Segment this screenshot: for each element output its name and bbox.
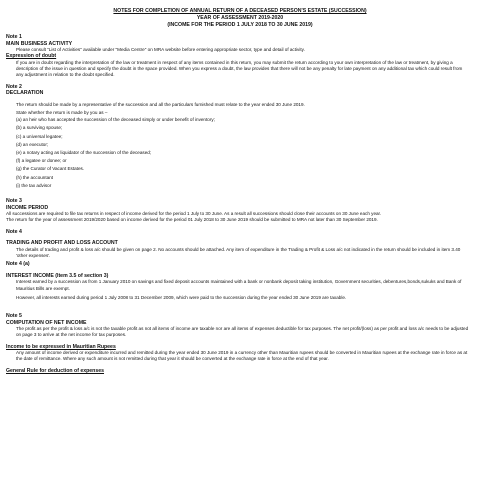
rupees-heading: Income to be expressed in Mauritian Rupees (6, 343, 116, 350)
list-item: (a) an heir who has accepted the succession of the deceased simply or under benefit of inventory; (16, 117, 215, 123)
general-rule-heading: General Rule for deduction of expenses (6, 367, 105, 374)
assessment-year: YEAR OF ASSESSMENT 2019-2020 (196, 15, 284, 21)
note5-heading: COMPUTATION OF NET INCOME (6, 319, 87, 326)
list-item: (c) a universal legatee; (16, 133, 63, 139)
notes-document (6, 8, 474, 374)
note2-text2: State whether the return is made by you as – (16, 109, 108, 115)
note4a-label: Note 4 (a) (6, 261, 30, 268)
note5-text: The profit as per the profit & loss a/c is not the taxable profit as not all items of income are taxable nor are all items of expenses deductible for tax purposes. The net profit/(loss) as per profit and loss a/c needs to be adjusted on page 3 to arrive at the net income for tax purposes. (16, 326, 469, 338)
list-item: (e) a notary acting as liquidator of the succession of the deceased; (16, 150, 152, 155)
document-header (6, 8, 474, 29)
note2-heading: DECLARATION (6, 90, 44, 97)
note3-text2: The return for the year of assessment 2019/2020 based on income derived for the period 01 July 2018 to 30 June 2019 should be submitted to MRA not later than 30 September 2019. (6, 217, 378, 223)
note4a-heading: INTEREST INCOME (Item 3.5 of section 3) (6, 272, 109, 279)
income-period: (INCOME FOR THE PERIOD 1 JULY 2018 TO 30 JUNE 2019) (167, 22, 313, 28)
note3-text1: All successions are required to file tax returns in respect of income derived for the period 1 July to 30 June. As a result all successions should close their accounts on 30 June each year. (6, 211, 382, 217)
note4-text: The details of trading and profit & loss a/c should be given on page 2. No accounts should be attached. Any item of expenditure in the Trading & Profit & Loss a/c not indicated in the return should be included in item 3.40 'other expenses'. (16, 246, 461, 258)
doubt-text: If you are in doubt regarding the interpretation of the law or treatment in respect of any items contained in this return, you may submit the return according to your own interpretation of the law or treatment, by giving a description of the issue in question and specify the doubt in the space provided. When you express a doubt, the law provides that there will not be any penalty for late payment on any additional tax which could result from any adjustment in relation to the doubt specified. (16, 59, 463, 78)
declarant-list (6, 116, 474, 190)
rupees-text: Any amount of income derived or expenditure incurred and remitted during the year ended 30 June 2019 in a currency other than Mauritian rupees should be converted in Mauritian rupees at the exchange rate in force as at the date of remittance. Where any such amount is not remitted during that year it should be converted at the exchange rate in force at the end of that year. (16, 350, 468, 362)
list-item: (f) a legatee or donee; or (16, 158, 67, 164)
doubt-heading: Expression of doubt (6, 53, 57, 60)
note5-label: Note 5 (6, 313, 22, 319)
note3-label: Note 3 (6, 198, 22, 205)
note4-label: Note 4 (6, 228, 22, 235)
list-item: (b) a surviving spouse; (16, 125, 63, 131)
note4a-text1: Interest earned by a succession as from 1 January 2010 on savings and fixed deposit accounts maintained with a bank or nonbank deposit taking institution, Government securities, debentures,bonds,sukuks and Bank of Mauritius Bills are exempt. (16, 279, 462, 291)
note3-heading: INCOME PERIOD (6, 204, 49, 211)
note4-heading: TRADING AND PROFIT AND LOSS ACCOUNT (6, 240, 118, 247)
note2-label: Note 2 (6, 83, 22, 90)
list-item: (h) the accountant (16, 174, 54, 180)
document-title: NOTES FOR COMPLETION OF ANNUAL RETURN OF A DECEASED PERSON'S ESTATE (SUCCESSION) (113, 8, 367, 14)
list-item: (i) the tax advisor (16, 182, 52, 188)
list-item: (g) the Curator of Vacant Estates. (16, 166, 85, 172)
note1-heading: MAIN BUSINESS ACTIVITY (6, 40, 73, 47)
note1-text: Please consult "List of Activities" available under "Media Centre" on MRA website before entering appropriate sector, type and detail of activity. (16, 47, 305, 53)
note1-label: Note 1 (6, 34, 22, 40)
note4a-text2: However, all interests earned during period 1 July 2008 to 31 December 2009, which were paid to the succession during the year ended 30 June 2019 are taxable. (16, 294, 347, 300)
note2-text1: The return should be made by a representative of the succession and all the particulars furnished must relate to the year ended 30 June 2019. (16, 101, 305, 107)
list-item: (d) an executor; (16, 141, 49, 147)
